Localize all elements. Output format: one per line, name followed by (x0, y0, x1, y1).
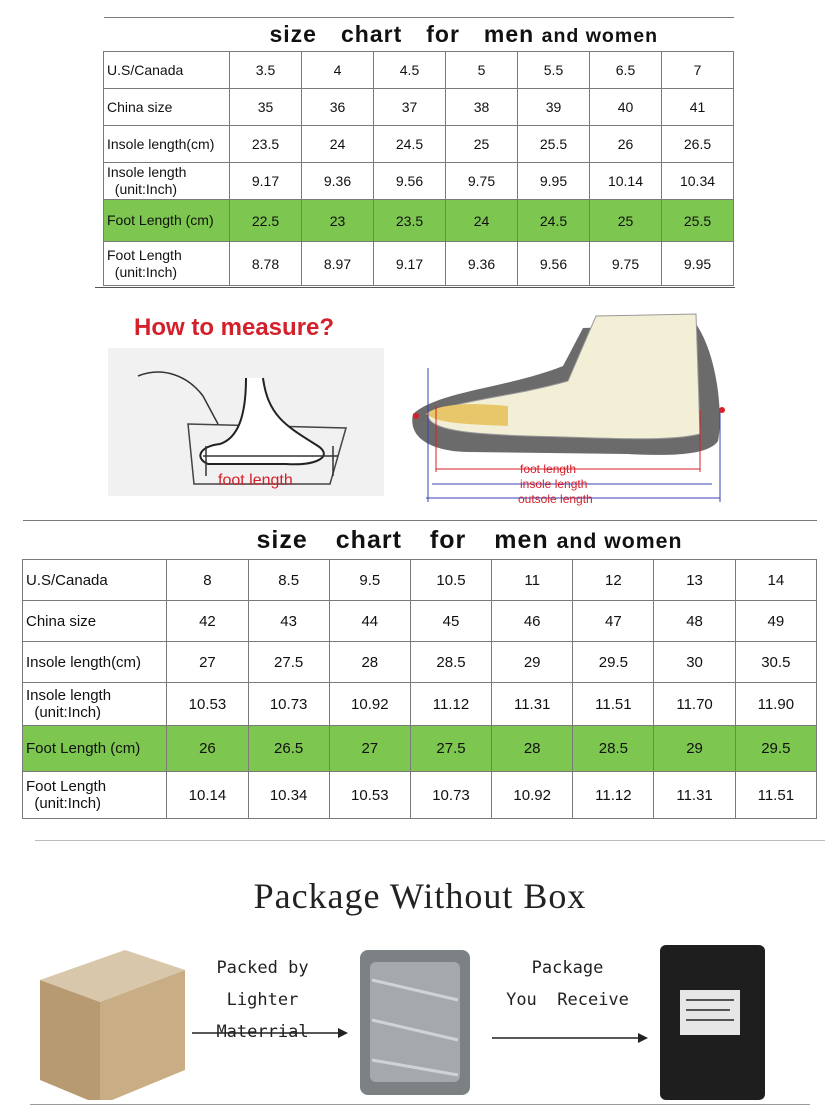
received-package-icon (660, 945, 765, 1100)
table-row-highlight: Foot Length (cm) 22.5 23 23.5 24 24.5 25 25.5 (104, 200, 734, 242)
table-row: Insole length (unit:Inch) 9.17 9.36 9.56 9.75 9.95 10.14 10.34 (104, 163, 734, 200)
foot-length-dim-label: foot length (520, 462, 577, 476)
table-row: Insole length (unit:Inch) 10.53 10.73 10.92 11.12 11.31 11.51 11.70 11.90 (23, 683, 817, 726)
table-row: Foot Length (unit:Inch) 8.78 8.97 9.17 9.36 9.56 9.75 9.95 (104, 242, 734, 286)
table-row: Insole length(cm) 23.5 24 24.5 25 25.5 26 26.5 (104, 126, 734, 163)
size-chart-title: size chart for men and women (23, 521, 817, 560)
packed-by-caption: Packed by Lighter Materrial (216, 958, 309, 1042)
bubble-wrap-package-icon (360, 950, 470, 1095)
table-row: U.S/Canada 8 8.5 9.5 10.5 11 12 13 14 (23, 560, 817, 601)
divider (35, 840, 825, 841)
divider (30, 1104, 810, 1105)
table-row: Insole length(cm) 27 27.5 28 28.5 29 29.5 30 30.5 (23, 642, 817, 683)
package-title: Package Without Box (253, 876, 587, 916)
package-receive-caption: Package You Receive (506, 958, 629, 1010)
size-chart-title: size chart for men and women (104, 18, 734, 52)
package-illustration (0, 920, 840, 1100)
size-chart-table-small (103, 17, 734, 286)
measure-drawing (108, 306, 733, 512)
insole-length-dim-label: insole length (520, 477, 588, 491)
foot-length-label: foot length (218, 472, 293, 489)
table-row: China size 35 36 37 38 39 40 41 (104, 89, 734, 126)
divider (95, 287, 735, 288)
table-row: Foot Length (unit:Inch) 10.14 10.34 10.53 10.73 10.92 11.12 11.31 11.51 (23, 772, 817, 819)
how-to-measure-title: How to measure? (134, 314, 335, 341)
table-row: China size 42 43 44 45 46 47 48 49 (23, 601, 817, 642)
outsole-length-dim-label: outsole length (518, 492, 593, 506)
table-row-highlight: Foot Length (cm) 26 26.5 27 27.5 28 28.5 29 29.5 (23, 726, 817, 772)
how-to-measure-illustration (108, 306, 733, 512)
arrow-right-icon (492, 1033, 648, 1043)
cardboard-box-icon (40, 950, 185, 1100)
size-chart-table-large (22, 520, 817, 819)
table-row: U.S/Canada 3.5 4 4.5 5 5.5 6.5 7 (104, 52, 734, 89)
